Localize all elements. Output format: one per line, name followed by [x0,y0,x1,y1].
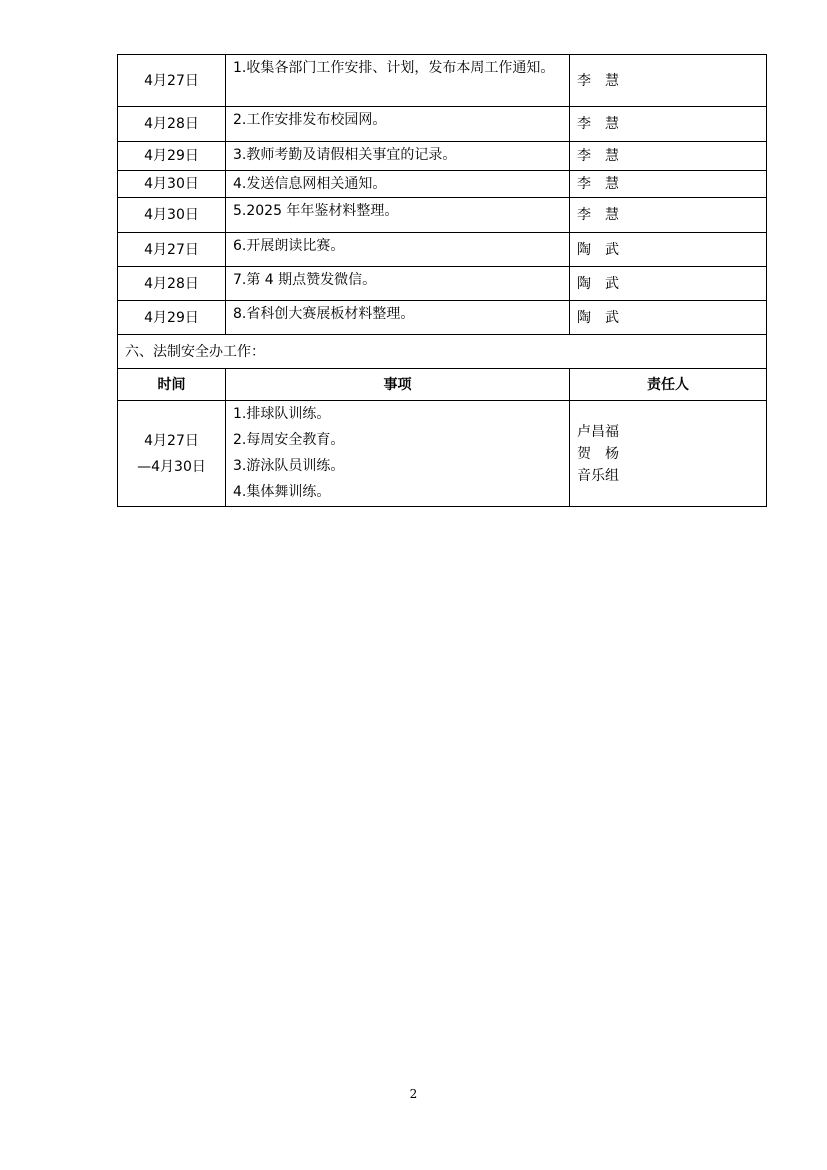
item-cell: 6.开展朗读比赛。 [226,233,570,267]
date-cell: 4月28日 [118,267,226,301]
date-range-cell [118,401,226,507]
table-row [118,171,767,198]
table-row [118,267,767,301]
person-name: 贺 杨 [577,445,619,462]
person-cell: 陶 武 [570,301,767,335]
item-cell: 7.第 4 期点赞发微信。 [226,267,570,301]
list-item: 1.排球队训练。 [233,406,331,422]
item-cell: 5.2025 年年鉴材料整理。 [226,198,570,233]
person-cell: 陶 武 [570,233,767,267]
person-name: 音乐组 [577,467,619,484]
date-cell: 4月30日 [118,198,226,233]
section-title: 六、法制安全办工作： [118,335,767,369]
person-cell: 李 慧 [570,142,767,171]
header-time: 时间 [118,369,226,401]
date-cell: 4月29日 [118,301,226,335]
table-row [118,233,767,267]
schedule-table [117,54,767,507]
item-cell: 8.省科创大赛展板材料整理。 [226,301,570,335]
person-list-cell [570,401,767,507]
item-cell: 2.工作安排发布校园网。 [226,107,570,142]
list-item: 3.游泳队员训练。 [233,458,345,474]
page-number: 2 [409,1087,418,1101]
date-cell: 4月27日 [118,233,226,267]
section-title-row [118,335,767,369]
date-cell: 4月27日 [118,55,226,107]
person-cell: 李 慧 [570,55,767,107]
list-item: 4.集体舞训练。 [233,484,331,500]
person-cell: 李 慧 [570,107,767,142]
table-row [118,55,767,107]
table-row [118,107,767,142]
table-row [118,401,767,507]
date-cell: 4月30日 [118,171,226,198]
item-list-cell [226,401,570,507]
date-cell: 4月28日 [118,107,226,142]
person-cell: 李 慧 [570,171,767,198]
header-row [118,369,767,401]
date-range-end: —4月30日 [137,458,206,475]
table-row [118,301,767,335]
item-cell: 4.发送信息网相关通知。 [226,171,570,198]
table-row [118,142,767,171]
date-range-start: 4月27日 [144,432,199,449]
list-item: 2.每周安全教育。 [233,432,345,448]
header-item: 事项 [226,369,570,401]
item-cell: 3.教师考勤及请假相关事宜的记录。 [226,142,570,171]
item-cell: 1.收集各部门工作安排、计划，发布本周工作通知。 [226,55,570,107]
header-person: 责任人 [570,369,767,401]
person-name: 卢昌福 [577,423,619,440]
table-row [118,198,767,233]
person-cell: 李 慧 [570,198,767,233]
date-cell: 4月29日 [118,142,226,171]
person-cell: 陶 武 [570,267,767,301]
